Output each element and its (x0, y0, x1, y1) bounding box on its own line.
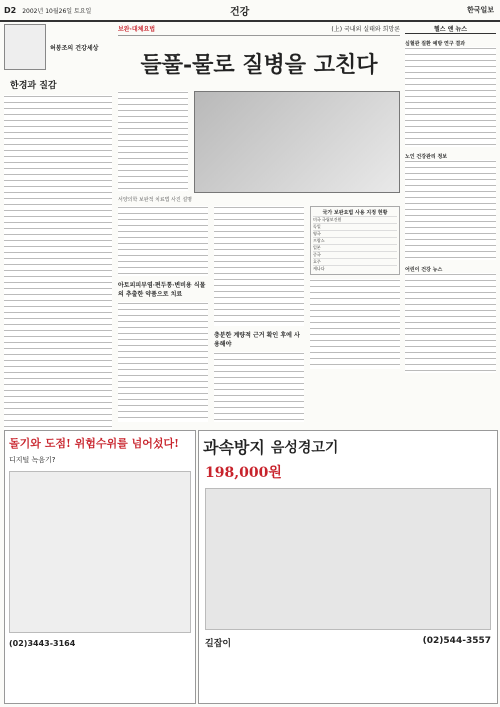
table-row: 캐나다 (313, 265, 397, 272)
article-kicker: 보완·대체요법 (118, 26, 156, 33)
ad2-subtitle: 음성경고기 (270, 439, 339, 456)
photo-caption: 서양의학 보완적 치료법 사진 설명 (118, 197, 192, 203)
news-item-body (405, 47, 496, 147)
page-number: D2 (4, 5, 17, 15)
column-body (4, 95, 112, 455)
news-item (405, 266, 496, 373)
column-series: 허봉조의 건강세상 (50, 44, 99, 52)
news-section-title: 헬스 앤 뉴스 (405, 24, 496, 34)
article-subhead: (上) 국내외 실태와 희망론 (331, 26, 400, 33)
ad1-product-image (9, 471, 191, 633)
news-item (405, 40, 496, 147)
article-subtitle-2: 충분한 계량적 근거 확인 후에 사용해야 (214, 332, 300, 348)
ad2-price: 198,000원 (205, 465, 282, 481)
table-row: 중국 (313, 251, 397, 258)
article-body-4 (214, 352, 304, 422)
article-photo (194, 91, 400, 193)
table-row: 독일 (313, 223, 397, 230)
ad2-brand: 길잡이 (205, 639, 232, 649)
ad1-title: 돌기와 도점! 위험수위를 넘어섰다! (9, 437, 179, 450)
issue-date: 2002년 10월26일 토요일 (22, 7, 92, 15)
left-column (4, 24, 112, 444)
news-item-title: 노인 건강관리 정보 (405, 154, 448, 160)
article-body-5 (310, 279, 400, 369)
column-title: 한경과 질감 (10, 81, 57, 91)
ad2-title: 과속방지 (203, 438, 265, 457)
table-row: 영국 (313, 230, 397, 237)
ad1-subtitle: 디지털 녹음기? (9, 456, 56, 464)
columnist-photo (4, 24, 46, 70)
right-column (405, 24, 496, 444)
therapy-table (310, 206, 400, 275)
ad2-product-image (205, 488, 491, 630)
article-lead-text (118, 91, 188, 191)
news-item (405, 153, 496, 260)
article-subtitle-1: 아토피피부염·편두통·변비용 식물의 추출한 약품으로 치료 (118, 282, 206, 298)
table-row: 미국 국립보건원 (313, 216, 397, 223)
article-body-2 (118, 302, 208, 422)
table-row: 프랑스 (313, 237, 397, 244)
main-article (118, 24, 400, 444)
news-item-title: 어린이 건강 뉴스 (405, 267, 443, 273)
news-item-title: 심혈관 질환 예방 연구 결과 (405, 41, 466, 47)
ad-speed-warning (198, 430, 498, 704)
article-body-3 (214, 206, 304, 326)
page-header (0, 0, 500, 22)
table-row: 호주 (313, 258, 397, 265)
table-title: 국가 보완요법 사용 지정 현황 (322, 210, 388, 216)
news-item-body (405, 273, 496, 373)
paper-name: 한국일보 (466, 6, 494, 14)
article-body-1 (118, 206, 208, 276)
table-row: 일본 (313, 244, 397, 251)
ad-recorder (4, 430, 196, 704)
section-title: 건강 (230, 6, 250, 18)
article-headline: 들풀-물로 질병을 고친다 (140, 52, 378, 78)
ad2-phone: (02)544-3557 (422, 636, 491, 646)
news-item-body (405, 160, 496, 260)
ad1-phone: (02)3443-3164 (9, 639, 76, 648)
